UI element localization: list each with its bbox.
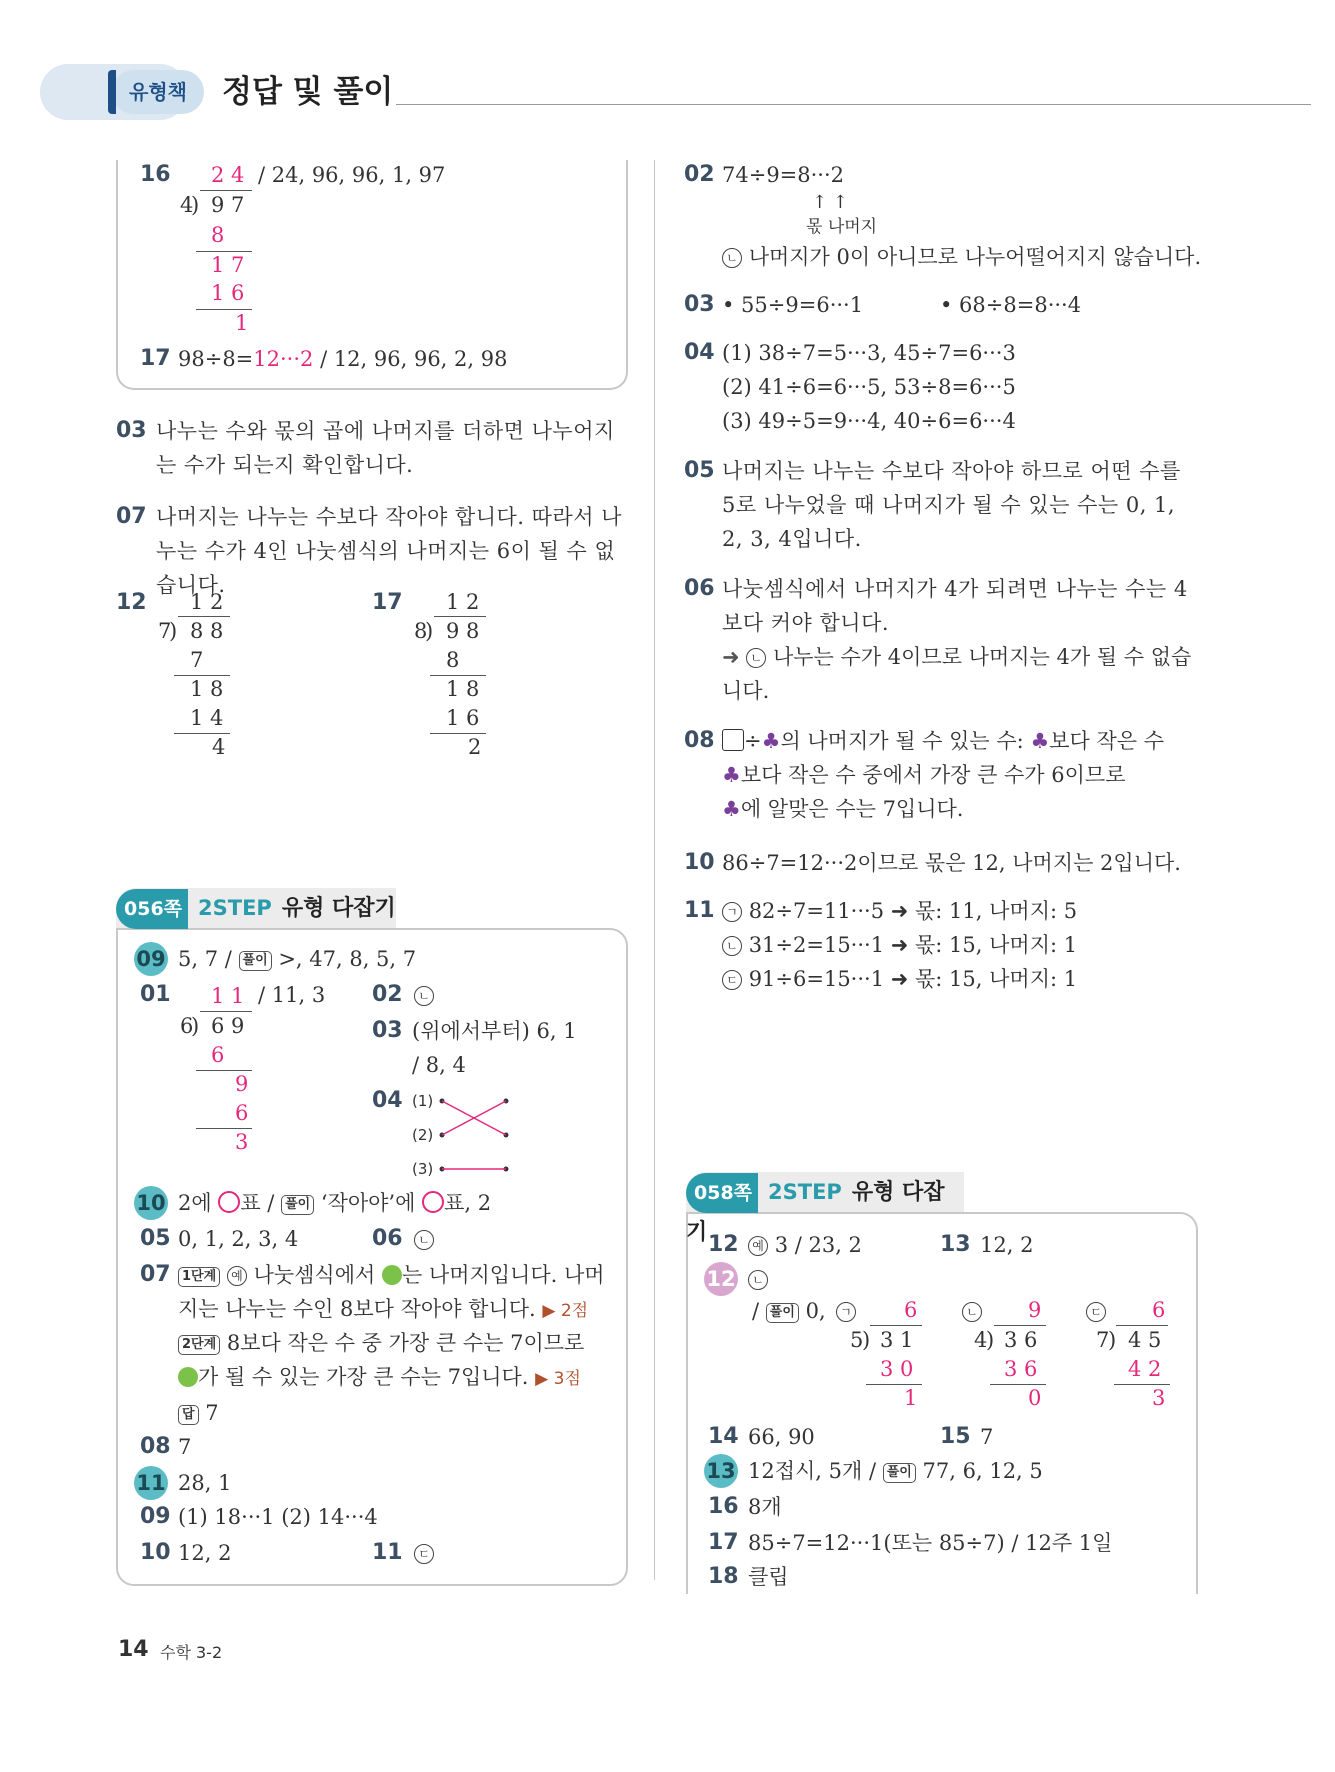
div-12-row4: 4: [212, 735, 226, 759]
q03-number: 03: [116, 418, 147, 443]
r-q10-text: 86÷7=12···2이므로 몫은 12, 나머지는 2입니다.: [722, 851, 1181, 875]
d01-row3: 6: [235, 1101, 249, 1125]
r-q11-line2: ㄴ 31÷2=15···1 ➜ 몫: 15, 나머지: 1: [722, 928, 1077, 962]
div-17-row3: 1 6: [446, 706, 480, 730]
a04-matching-lines: [436, 1092, 516, 1182]
r-q05-number: 05: [684, 458, 715, 483]
r-q04-line3: (3) 49÷5=9···4, 40÷6=6···4: [722, 409, 1016, 433]
r-q03-number: 03: [684, 292, 715, 317]
n04-number: 04: [372, 1088, 403, 1113]
r-d2-row2: 0: [1028, 1386, 1042, 1410]
d01-answer: / 11, 3: [258, 983, 326, 1007]
a02-answer: ㄴ: [414, 978, 434, 1012]
r-q08-line1: ÷♣의 나머지가 될 수 있는 수: ♣보다 작은 수: [722, 724, 1164, 758]
item-17-answer: 98÷8=12···2 / 12, 96, 96, 2, 98: [178, 347, 508, 371]
r-q04-line1: (1) 38÷7=5···3, 45÷7=6···3: [722, 341, 1016, 365]
b10-answer: 2에 표 / 풀이 ‘작아야’에 표, 2: [178, 1191, 492, 1215]
a06-answer: ㄴ: [414, 1222, 434, 1256]
d01-row4: 3: [235, 1130, 249, 1154]
r-d1-divisor: 5: [850, 1328, 864, 1352]
club-icon: ♣: [761, 729, 781, 753]
item-16-row2: 1 7: [211, 253, 245, 277]
r-n18-number: 18: [708, 1564, 739, 1589]
r-q03-a: • 55÷9=6···1: [722, 293, 864, 317]
div-12-dividend: 8 8: [190, 619, 224, 643]
r-q03-b: • 68÷8=8···4: [940, 293, 1082, 317]
a03-line1: (위에서부터) 6, 1: [412, 1019, 577, 1043]
div-12-row1: 7: [190, 648, 204, 672]
n07-number: 07: [140, 1262, 171, 1287]
r-d1-dividend: 3 1: [880, 1328, 914, 1352]
r-q10-number: 10: [684, 850, 715, 875]
div-12-number: 12: [116, 590, 147, 615]
div-17-paren: ): [425, 619, 434, 643]
q07-text: 나머지는 나누는 수보다 작아야 합니다. 따라서 나누는 수가 4인 나눗셈식의 나머지는 6이 될 수 없습니다.: [156, 505, 622, 597]
r-a18-answer: 클립: [748, 1565, 789, 1589]
r-d1-mark: ㄱ: [836, 1294, 856, 1328]
div-17-row4: 2: [468, 735, 482, 759]
r-d2-paren: ): [986, 1328, 995, 1352]
d01-dividend: 6 9: [211, 1014, 245, 1038]
page-number: 14: [118, 1637, 149, 1662]
column-divider: [654, 160, 655, 1580]
div-17-row2: 1 8: [446, 677, 480, 701]
book-title: 수학 3-2: [160, 1643, 223, 1662]
item-16-quotient: 2 4: [211, 163, 245, 187]
a09-answer: (1) 18···1 (2) 14···4: [178, 1505, 378, 1529]
a04-label-2: (2): [412, 1126, 434, 1144]
a05-answer: 0, 1, 2, 3, 4: [178, 1227, 299, 1251]
div-17-quotient: 1 2: [446, 590, 480, 614]
header-rule: [396, 104, 1311, 105]
r-d3-divisor: 7: [1096, 1328, 1110, 1352]
r-q05-text: 나머지는 나누는 수보다 작아야 하므로 어떤 수를 5로 나누었을 때 나머지가 될 수 있는 수는 0, 1, 2, 3, 4입니다.: [722, 459, 1181, 551]
n02-number: 02: [372, 982, 403, 1007]
r-q08-line2: ♣보다 작은 수 중에서 가장 큰 수가 6이므로: [722, 763, 1126, 787]
r-a14-answer: 66, 90: [748, 1425, 815, 1449]
n06-number: 06: [372, 1226, 403, 1251]
div-12-row2: 1 8: [190, 677, 224, 701]
a08-answer: 7: [178, 1435, 192, 1459]
div-12-divisor: 7: [158, 619, 172, 643]
a10-answer: 12, 2: [178, 1541, 232, 1565]
r-q06-explain: ➜ ㄴ 나누는 수가 4이므로 나머지는 4가 될 수 없습니다.: [722, 645, 1192, 703]
r-d1-paren: ): [862, 1328, 871, 1352]
bubble-10: 10: [134, 1186, 168, 1220]
r-d2-divisor: 4: [974, 1328, 988, 1352]
r-q11-line3: ㄷ 91÷6=15···1 ➜ 몫: 15, 나머지: 1: [722, 962, 1077, 996]
n11-number: 11: [372, 1540, 403, 1565]
r-a15-answer: 7: [980, 1425, 994, 1449]
item-16-answer: / 24, 96, 96, 1, 97: [258, 163, 446, 187]
header-tag: 유형책: [112, 70, 204, 114]
a07-step1: 1단계 예 나눗셈식에서 는 나머지입니다. 나머지는 나누는 수인 8보다 작아야 합니다. ▶ 2점: [178, 1263, 605, 1321]
r-d3-quotient: 6: [1152, 1298, 1166, 1322]
item-16-row1: 8: [211, 223, 225, 247]
r-n13-number: 13: [940, 1232, 971, 1257]
a07-answer: 답 7: [178, 1396, 219, 1430]
a04-label-1: (1): [412, 1092, 434, 1110]
item-16-dividend: 9 7: [211, 193, 245, 217]
r-a16-answer: 8개: [748, 1495, 782, 1519]
d01-paren: ): [191, 1014, 200, 1038]
d01-quotient: 1 1: [211, 984, 245, 1008]
d01-row2: 9: [235, 1072, 249, 1096]
item-16-divisor: 4: [180, 193, 194, 217]
r-d3-paren: ): [1108, 1328, 1117, 1352]
d01-divisor: 6: [180, 1014, 194, 1038]
r-q02-labels: 몫 나머지: [806, 217, 878, 237]
blank-box-icon: [722, 729, 744, 751]
r-d2-quotient: 9: [1028, 1298, 1042, 1322]
n01-number: 01: [140, 982, 171, 1007]
r-a17-answer: 85÷7=12···1(또는 85÷7) / 12주 1일: [748, 1531, 1113, 1555]
r-q06-text: 나눗셈식에서 나머지가 4가 되려면 나누는 수는 4보다 커야 합니다.: [722, 577, 1188, 635]
b11-answer: 28, 1: [178, 1471, 232, 1495]
club-icon: ♣: [722, 797, 741, 821]
step-header-056: 056쪽 2STEP 유형 다잡기: [116, 888, 396, 928]
r-d1-row1: 3 0: [880, 1357, 914, 1381]
r-q04-number: 04: [684, 340, 715, 365]
div-12-row3: 1 4: [190, 706, 224, 730]
item-16-row3: 1 6: [211, 281, 245, 305]
div-17-number: 17: [372, 590, 403, 615]
item-16-paren: ): [191, 193, 200, 217]
step-header-058: 058쪽 2STEP 유형 다잡기: [686, 1172, 964, 1212]
bubble-r12: 12: [704, 1262, 738, 1296]
r-d2-row1: 3 6: [1004, 1357, 1038, 1381]
r-d3-row1: 4 2: [1128, 1357, 1162, 1381]
b09-answer: 5, 7 / 풀이 >, 47, 8, 5, 7: [178, 947, 417, 971]
r-b12-answer: ㄴ: [748, 1262, 768, 1296]
r-solution-label: / 풀이 0,: [752, 1299, 826, 1323]
r-q06-number: 06: [684, 576, 715, 601]
div-12-paren: ): [169, 619, 178, 643]
r-q08-number: 08: [684, 728, 715, 753]
div-17-divisor: 8: [414, 619, 428, 643]
bubble-11: 11: [134, 1466, 168, 1500]
div-17-dividend: 9 8: [446, 619, 480, 643]
n05-number: 05: [140, 1226, 171, 1251]
r-n15-number: 15: [940, 1424, 971, 1449]
r-b13-answer: 12접시, 5개 / 풀이 77, 6, 12, 5: [748, 1459, 1043, 1483]
bubble-r13: 13: [704, 1454, 738, 1488]
r-d3-dividend: 4 5: [1128, 1328, 1162, 1352]
div-17-row1: 8: [446, 648, 460, 672]
r-q02-arrows: ↑ ↑: [812, 192, 848, 213]
bubble-09: 09: [134, 942, 168, 976]
r-d3-row2: 3: [1152, 1386, 1166, 1410]
r-n14-number: 14: [708, 1424, 739, 1449]
r-d1-quotient: 6: [904, 1298, 918, 1322]
r-d2-dividend: 3 6: [1004, 1328, 1038, 1352]
r-q11-line1: ㄱ 82÷7=11···5 ➜ 몫: 11, 나머지: 5: [722, 894, 1077, 928]
r-q04-line2: (2) 41÷6=6···5, 53÷8=6···5: [722, 375, 1016, 399]
r-q08-line3: ♣에 알맞은 수는 7입니다.: [722, 797, 964, 821]
a04-label-3: (3): [412, 1160, 434, 1178]
a07-step2: 2단계 8보다 작은 수 중 가장 큰 수는 7이므로 가 될 수 있는 가장 큰 수는 7입니다. ▶ 3점: [178, 1326, 608, 1396]
r-q11-number: 11: [684, 898, 715, 923]
item-16-row4: 1: [235, 311, 249, 335]
n08-number: 08: [140, 1434, 171, 1459]
item-16-number: 16: [140, 162, 171, 187]
r-d3-mark: ㄷ: [1086, 1294, 1106, 1328]
r-a13-answer: 12, 2: [980, 1233, 1034, 1257]
r-n17-number: 17: [708, 1530, 739, 1555]
r-n12-number: 12: [708, 1232, 739, 1257]
div-12-quotient: 1 2: [190, 590, 224, 614]
r-q02-number: 02: [684, 162, 715, 187]
r-n16-number: 16: [708, 1494, 739, 1519]
a11-answer: ㄷ: [414, 1536, 434, 1570]
r-a12-answer: 예 3 / 23, 2: [748, 1228, 862, 1262]
a03-line2: / 8, 4: [412, 1053, 466, 1077]
r-d1-row2: 1: [904, 1386, 918, 1410]
r-d2-mark: ㄴ: [962, 1294, 982, 1328]
r-q02-explain: ㄴ 나머지가 0이 아니므로 나누어떨어지지 않습니다.: [722, 240, 1201, 274]
d01-row1: 6: [211, 1043, 225, 1067]
n09-number: 09: [140, 1504, 171, 1529]
r-q02-equation: 74÷9=8···2: [722, 163, 845, 187]
q07-number: 07: [116, 504, 147, 529]
q03-text: 나누는 수와 몫의 곱에 나머지를 더하면 나누어지는 수가 되는지 확인합니다.: [156, 419, 615, 477]
page-title: 정답 및 풀이: [222, 74, 394, 110]
n10-number: 10: [140, 1540, 171, 1565]
club-icon: ♣: [1030, 729, 1050, 753]
club-icon: ♣: [722, 763, 741, 787]
n03-number: 03: [372, 1018, 403, 1043]
item-17-number: 17: [140, 346, 171, 371]
